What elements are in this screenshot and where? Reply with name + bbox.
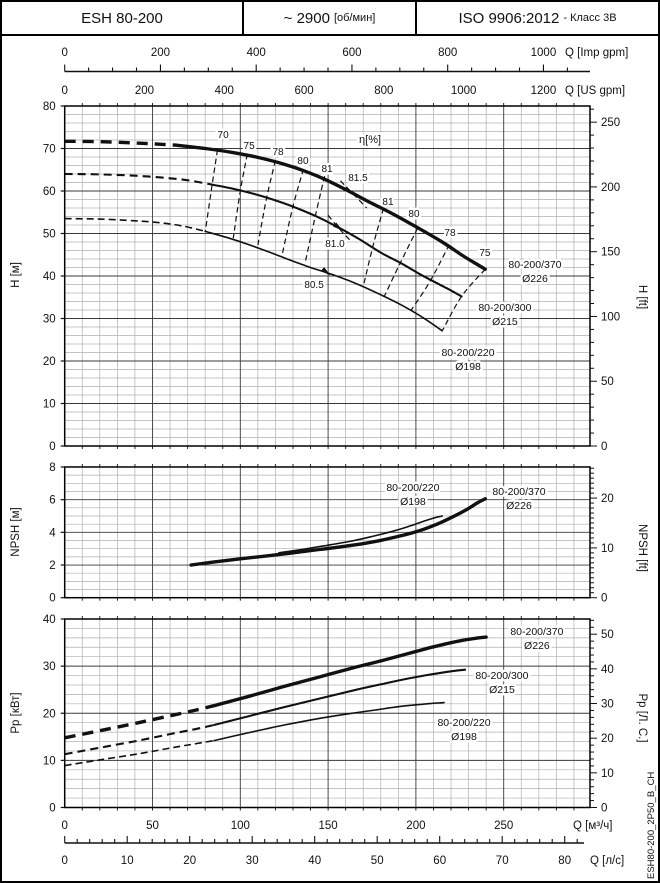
left-tick-label: 30 <box>42 313 56 326</box>
curve-dashed-80-200/300 <box>65 174 213 185</box>
right-axis-title: H [ft] <box>636 284 648 310</box>
left-tick-label: 0 <box>49 802 56 815</box>
curve-dashed-80-200/220 <box>65 741 214 766</box>
right-tick-label: 100 <box>601 311 621 324</box>
us-gpm-tick-label: 200 <box>134 85 155 97</box>
lps-tick-label: 10 <box>120 855 134 867</box>
left-tick-label: 50 <box>42 228 56 241</box>
lps-tick-label: 0 <box>61 855 68 867</box>
right-tick-label: 200 <box>601 181 621 194</box>
efficiency-label: 70 <box>217 129 229 141</box>
curve-label-name: 80-200/300 <box>475 669 529 682</box>
curve-label-diameter: Ø226 <box>522 272 548 285</box>
us-gpm-tick-label: 400 <box>214 85 234 97</box>
lps-tick-label: 80 <box>558 855 572 867</box>
us-gpm-tick-label: 800 <box>374 85 394 97</box>
efficiency-label: 75 <box>243 140 255 152</box>
imp-gpm-tick-label: 200 <box>150 47 171 59</box>
right-tick-label: 0 <box>601 802 608 815</box>
left-tick-label: 30 <box>42 661 56 674</box>
right-axis-title: NPSH [ft] <box>636 524 648 572</box>
speed-unit: [об/мин] <box>333 12 376 24</box>
m3h-tick-label: 150 <box>318 820 338 832</box>
pump-curves-chart <box>2 2 660 883</box>
imp-gpm-tick-label: 800 <box>438 47 458 59</box>
imp-gpm-tick-label: 400 <box>246 47 266 59</box>
curve-label-name: 80-200/370 <box>510 626 564 639</box>
grid-power <box>65 619 590 808</box>
curve-label-name: 80-200/220 <box>386 481 440 494</box>
efficiency-label: 80 <box>297 155 309 167</box>
eta-axis-label: η[%] <box>359 133 382 146</box>
curve-label-diameter: Ø226 <box>506 499 532 512</box>
right-tick-label: 50 <box>601 376 614 389</box>
left-axis-title: Pp [кВт] <box>10 692 22 734</box>
right-tick-label: 20 <box>601 733 614 746</box>
efficiency-contour-78 <box>258 160 276 245</box>
efficiency-label: 80 <box>408 208 420 220</box>
left-tick-label: 80 <box>42 101 56 113</box>
grid-head <box>65 106 590 446</box>
imp-gpm-tick-label: 600 <box>342 47 362 59</box>
imp-gpm-tick-label: 1000 <box>530 47 557 59</box>
curve-label-name: 80-200/370 <box>508 258 562 271</box>
left-tick-label: 20 <box>42 356 56 368</box>
right-axis-title: Pp [Л. С.] <box>636 693 648 743</box>
m3h-tick-label: 200 <box>406 820 426 832</box>
curve-label-name: 80-200/300 <box>478 301 532 314</box>
speed-value: ~ 2900 <box>283 9 330 27</box>
curve-dashed-80-200/370 <box>65 706 214 738</box>
top-axes <box>61 47 628 97</box>
curve-label-diameter: Ø215 <box>492 315 518 328</box>
curve-label-diameter: Ø198 <box>451 730 477 743</box>
right-tick-label: 20 <box>601 493 614 506</box>
us-gpm-tick-label: 1200 <box>530 85 557 97</box>
right-tick-label: 50 <box>601 629 614 642</box>
lps-tick-label: 40 <box>308 855 322 867</box>
m3h-tick-label: 250 <box>494 820 514 832</box>
curve-label-diameter: Ø226 <box>524 640 550 653</box>
lps-tick-label: 20 <box>183 855 197 867</box>
left-tick-label: 40 <box>42 271 56 283</box>
right-tick-label: 30 <box>601 698 614 711</box>
standard-class: - Класс 3В <box>563 12 617 24</box>
left-tick-label: 6 <box>49 494 56 507</box>
curve-label-name: 80-200/220 <box>437 716 491 729</box>
lps-tick-label: 60 <box>433 855 447 867</box>
m3h-tick-label: 100 <box>230 820 250 832</box>
efficiency-contour-75 <box>442 269 485 331</box>
curve-label-name: 80-200/370 <box>492 485 546 498</box>
chart-power <box>10 614 648 815</box>
left-tick-label: 0 <box>49 441 56 453</box>
left-tick-label: 60 <box>42 186 56 198</box>
m3h-tick-label: 50 <box>146 820 159 832</box>
curve-label-diameter: Ø198 <box>400 495 426 508</box>
left-axis-title: H [м] <box>10 262 22 288</box>
efficiency-label: 78 <box>444 228 456 240</box>
efficiency-label: 80.5 <box>304 279 324 291</box>
curve-dashed-80-200/370 <box>65 141 176 145</box>
us-gpm-axis-title: Q [US gpm] <box>565 85 626 97</box>
chart-head <box>10 101 648 453</box>
left-tick-label: 2 <box>49 560 56 573</box>
right-tick-label: 250 <box>601 117 621 130</box>
us-gpm-tick-label: 1000 <box>450 85 477 97</box>
lps-tick-label: 30 <box>245 855 259 867</box>
right-tick-label: 0 <box>601 441 608 453</box>
curve-80-200/220 <box>279 516 442 553</box>
curve-label-diameter: Ø198 <box>455 360 481 373</box>
right-tick-label: 0 <box>601 592 608 605</box>
us-gpm-tick-label: 600 <box>294 85 314 97</box>
curve-label-diameter: Ø215 <box>489 683 515 696</box>
left-tick-label: 20 <box>42 708 56 721</box>
left-tick-label: 10 <box>42 755 56 768</box>
imp-gpm-axis-title: Q [Imp gpm] <box>565 47 629 59</box>
efficiency-label: 81 <box>321 163 333 175</box>
lps-axis-title: Q [л/с] <box>590 855 625 867</box>
efficiency-label: 81 <box>382 197 394 209</box>
left-tick-label: 8 <box>49 461 56 474</box>
imp-gpm-tick-label: 0 <box>61 47 68 59</box>
efficiency-label: 81.0 <box>325 239 345 251</box>
m3h-axis-title: Q [м³/ч] <box>573 820 613 832</box>
document-code: ESH80-200_2P50_B_CH <box>646 771 657 879</box>
curve-80-200/220 <box>214 703 444 741</box>
right-tick-label: 10 <box>601 542 614 555</box>
bottom-axes <box>61 820 624 867</box>
left-tick-label: 10 <box>42 398 56 411</box>
left-tick-label: 40 <box>42 614 56 626</box>
curve-80-200/300 <box>214 670 465 725</box>
left-axis-title: NPSH [м] <box>10 507 22 557</box>
curve-dashed-80-200/300 <box>65 725 214 754</box>
right-tick-label: 40 <box>601 663 614 676</box>
us-gpm-tick-label: 0 <box>61 85 68 97</box>
efficiency-label: 78 <box>272 146 284 158</box>
right-tick-label: 10 <box>601 767 614 780</box>
lps-tick-label: 70 <box>495 855 509 867</box>
right-tick-label: 150 <box>601 246 621 259</box>
model-label: ESH 80-200 <box>81 9 163 27</box>
curve-label-name: 80-200/220 <box>441 346 495 359</box>
left-tick-label: 0 <box>49 592 56 605</box>
standard-label: ISO 9906:2012 <box>458 9 560 27</box>
efficiency-label: 81.5 <box>348 172 368 184</box>
efficiency-contour-78 <box>411 245 450 311</box>
efficiency-label: 75 <box>479 248 491 260</box>
left-tick-label: 70 <box>42 143 56 156</box>
m3h-tick-label: 0 <box>61 820 68 832</box>
left-tick-label: 4 <box>49 527 56 540</box>
chart-npsh <box>10 462 648 605</box>
lps-tick-label: 50 <box>370 855 384 867</box>
